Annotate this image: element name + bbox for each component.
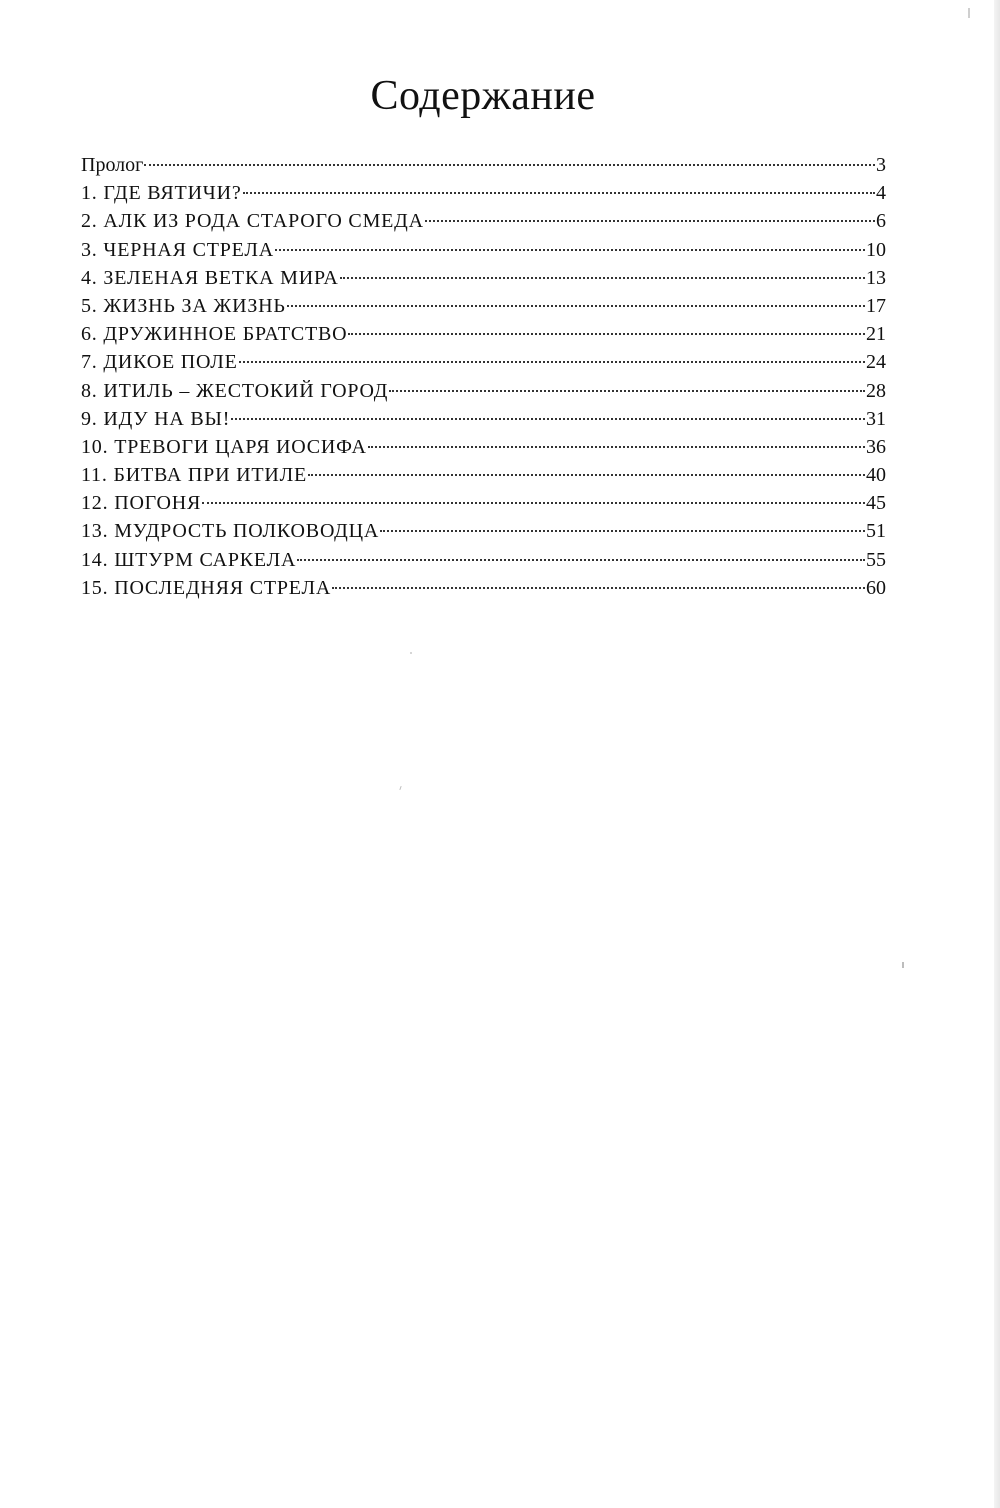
- toc-entry-label: 6. ДРУЖИННОЕ БРАТСТВО: [81, 323, 348, 346]
- scan-speck: [399, 786, 401, 790]
- toc-entry-chapter-13[interactable]: [81, 517, 886, 545]
- toc-entry-page: 17: [866, 294, 886, 317]
- toc-entry-prologue[interactable]: [81, 151, 886, 179]
- toc-entry-page: 13: [866, 266, 886, 289]
- toc-dot-leader: [202, 502, 865, 504]
- toc-entry-page: 21: [866, 323, 886, 346]
- toc-entry-label: 11. БИТВА ПРИ ИТИЛЕ: [81, 464, 308, 487]
- toc-entry-label: 9. ИДУ НА ВЫ!: [81, 407, 231, 430]
- toc-entry-page: 31: [866, 407, 886, 430]
- toc-entry-label: 2. АЛК ИЗ РОДА СТАРОГО СМЕДА: [81, 210, 424, 233]
- toc-entry-label: 10. ТРЕВОГИ ЦАРЯ ИОСИФА: [81, 435, 367, 458]
- toc-entry-page: 40: [866, 464, 886, 487]
- toc-entry-label: 8. ИТИЛЬ – ЖЕСТОКИЙ ГОРОД: [81, 379, 389, 402]
- toc-dot-leader: [243, 192, 875, 194]
- toc-entry-chapter-12[interactable]: [81, 489, 886, 517]
- toc-entry-chapter-3[interactable]: [81, 236, 886, 264]
- toc-entry-chapter-5[interactable]: [81, 292, 886, 320]
- toc-entry-chapter-11[interactable]: [81, 461, 886, 489]
- toc-entry-chapter-15[interactable]: [81, 574, 886, 602]
- toc-dot-leader: [425, 220, 875, 222]
- toc-entry-chapter-8[interactable]: [81, 377, 886, 405]
- toc-entry-chapter-2[interactable]: [81, 207, 886, 235]
- toc-entry-label: 1. ГДЕ ВЯТИЧИ?: [81, 182, 242, 205]
- toc-dot-leader: [348, 333, 865, 335]
- toc-entry-page: 3: [876, 154, 886, 176]
- toc-entry-label: 15. ПОСЛЕДНЯЯ СТРЕЛА: [81, 576, 332, 599]
- page-title: Содержание: [370, 73, 596, 119]
- page-edge-shadow: [994, 0, 1000, 1508]
- toc-entry-chapter-1[interactable]: [81, 179, 886, 207]
- toc-entry-label: 7. ДИКОЕ ПОЛЕ: [81, 351, 238, 374]
- toc-dot-leader: [287, 305, 865, 307]
- toc-entry-label: 5. ЖИЗНЬ ЗА ЖИЗНЬ: [81, 294, 286, 317]
- toc-dot-leader: [380, 530, 865, 532]
- toc-dot-leader: [340, 277, 865, 279]
- toc-entry-chapter-7[interactable]: [81, 348, 886, 376]
- scan-speck: [902, 962, 904, 968]
- toc-entry-page: 36: [866, 435, 886, 458]
- toc-entry-page: 45: [866, 492, 886, 515]
- toc-entry-page: 10: [866, 238, 886, 261]
- toc-entry-label: 12. ПОГОНЯ: [81, 492, 202, 515]
- toc-dot-leader: [368, 446, 865, 448]
- toc-dot-leader: [275, 249, 865, 251]
- scan-speck: [410, 652, 412, 654]
- toc-dot-leader: [308, 474, 865, 476]
- toc-entry-label: Пролог: [81, 154, 144, 176]
- toc-dot-leader: [144, 164, 875, 166]
- toc-dot-leader: [297, 559, 865, 561]
- toc-entry-chapter-4[interactable]: [81, 264, 886, 292]
- toc-entry-page: 60: [866, 576, 886, 599]
- toc-entry-page: 6: [876, 210, 886, 233]
- toc-entry-chapter-9[interactable]: [81, 405, 886, 433]
- toc-entry-page: 51: [866, 520, 886, 543]
- toc-entry-page: 55: [866, 548, 886, 571]
- toc-entry-chapter-14[interactable]: [81, 546, 886, 574]
- toc-entry-page: 28: [866, 379, 886, 402]
- toc-entry-chapter-6[interactable]: [81, 320, 886, 348]
- toc-entry-label: 4. ЗЕЛЕНАЯ ВЕТКА МИРА: [81, 266, 339, 289]
- toc-dot-leader: [239, 361, 865, 363]
- toc-entry-label: 3. ЧЕРНАЯ СТРЕЛА: [81, 238, 275, 261]
- toc-dot-leader: [332, 587, 865, 589]
- toc-entry-page: 4: [876, 182, 886, 205]
- toc-dot-leader: [231, 418, 865, 420]
- toc-entry-chapter-10[interactable]: [81, 433, 886, 461]
- toc-entry-page: 24: [866, 351, 886, 374]
- scan-speck: [968, 8, 970, 18]
- toc-entry-label: 13. МУДРОСТЬ ПОЛКОВОДЦА: [81, 520, 380, 543]
- table-of-contents: [81, 151, 886, 602]
- toc-dot-leader: [389, 390, 865, 392]
- toc-entry-label: 14. ШТУРМ САРКЕЛА: [81, 548, 297, 571]
